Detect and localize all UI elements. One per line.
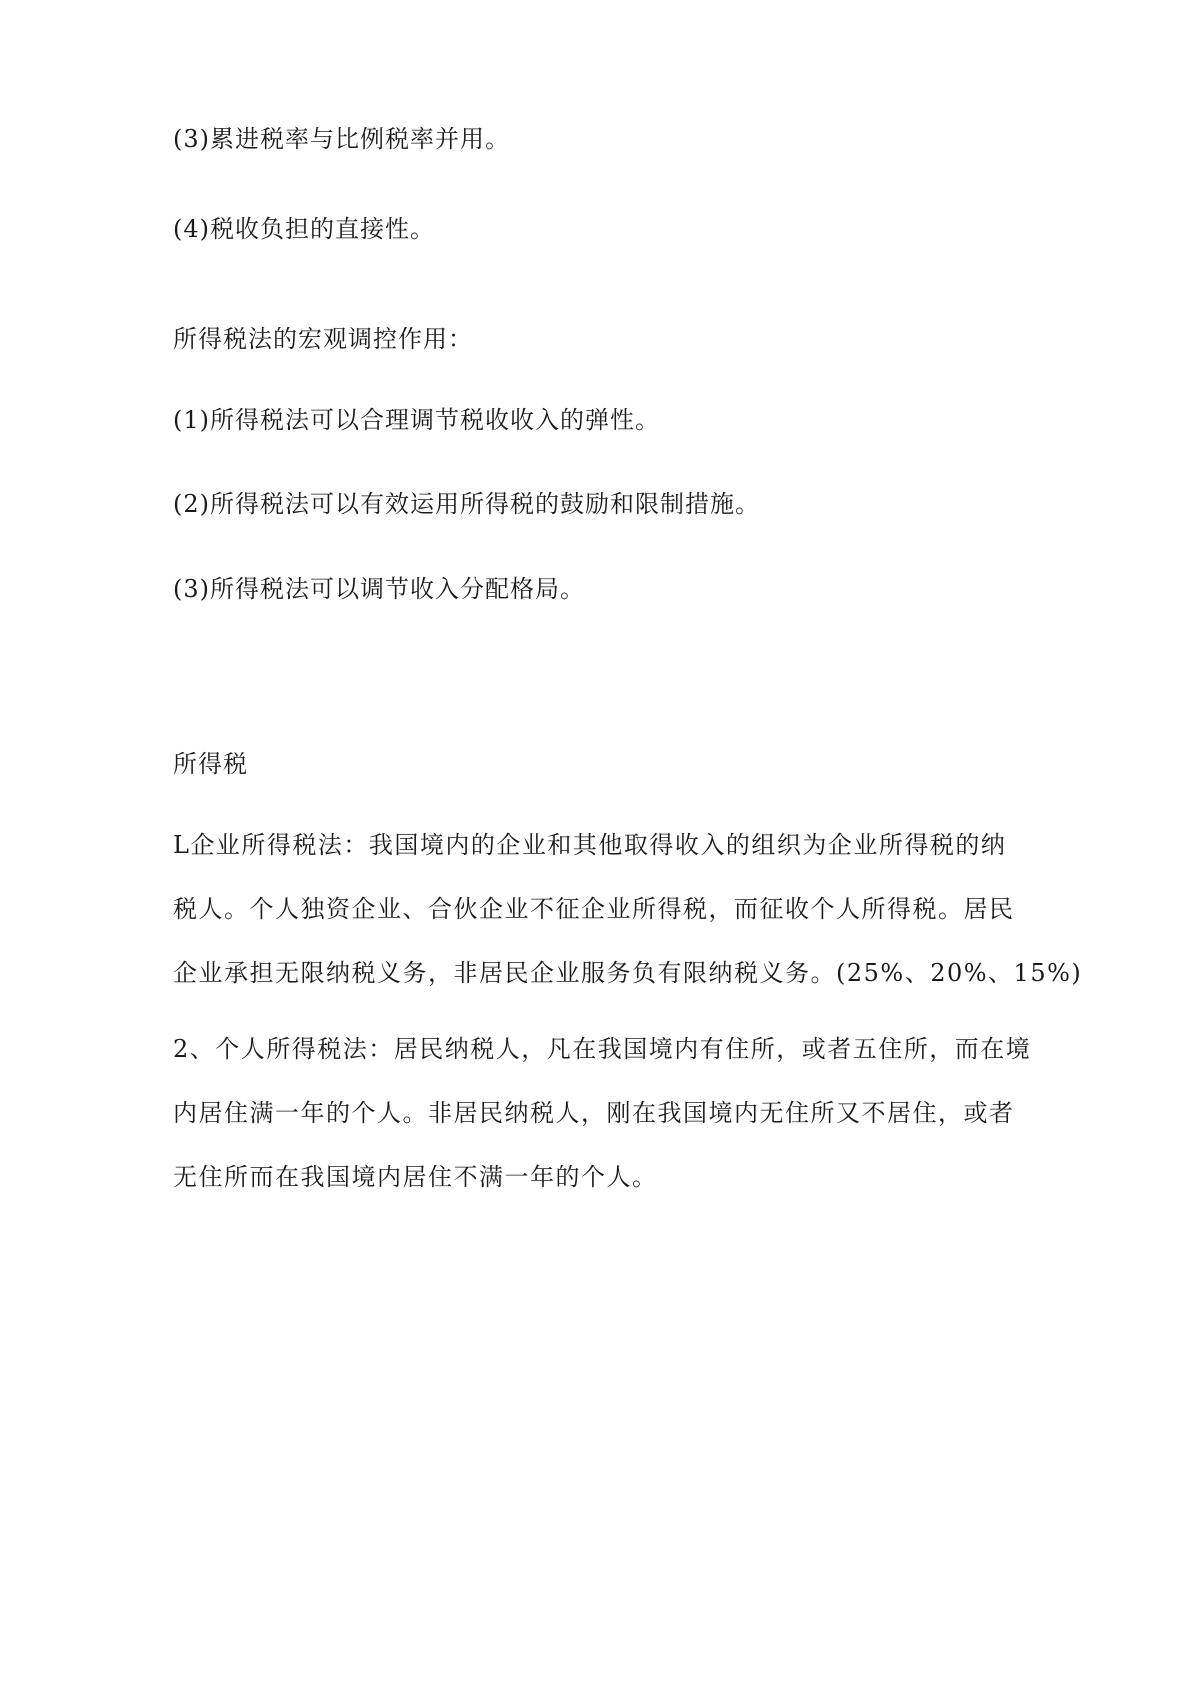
individual-income-tax-paragraph (173, 1017, 1033, 1209)
paragraph-line: L企业所得税法：我国境内的企业和其他取得收入的组织为企业所得税的纳 (173, 831, 1007, 859)
macro-control-item-1: (1)所得税法可以合理调节税收收入的弹性。 (173, 406, 660, 434)
enterprise-income-tax-paragraph (173, 813, 1083, 1005)
paragraph-line: 2、个人所得税法：居民纳税人，凡在我国境内有住所，或者五住所，而在境 (173, 1035, 1032, 1063)
feature-item-4: (4)税收负担的直接性。 (173, 215, 435, 243)
paragraph-line: 无住所而在我国境内居住不满一年的个人。 (173, 1163, 658, 1191)
feature-item-3: (3)累进税率与比例税率并用。 (173, 125, 510, 153)
paragraph-line: 内居住满一年的个人。非居民纳税人，刚在我国境内无住所又不居住，或者 (173, 1099, 1015, 1127)
macro-control-heading: 所得税法的宏观调控作用： (173, 325, 473, 353)
income-tax-heading: 所得税 (173, 750, 248, 778)
macro-control-item-3: (3)所得税法可以调节收入分配格局。 (173, 575, 585, 603)
paragraph-line: 税人。个人独资企业、合伙企业不征企业所得税，而征收个人所得税。居民 (173, 895, 1015, 923)
paragraph-line: 企业承担无限纳税义务，非居民企业服务负有限纳税义务。(25%、20%、15%) (173, 959, 1083, 987)
macro-control-item-2: (2)所得税法可以有效运用所得税的鼓励和限制措施。 (173, 490, 760, 518)
